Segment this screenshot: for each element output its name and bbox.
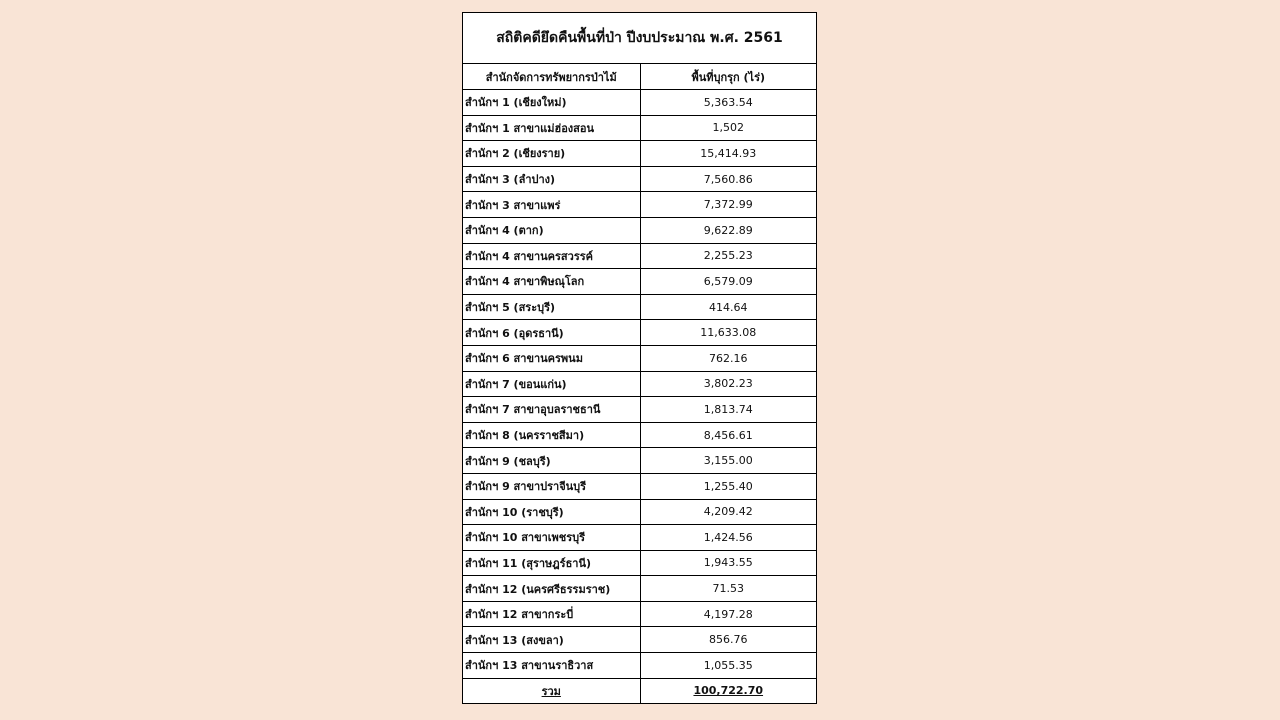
area-cell: 3,155.00 <box>640 448 816 474</box>
office-cell: สำนักฯ 10 สาขาเพชรบุรี <box>463 525 640 551</box>
area-cell: 7,372.99 <box>640 192 816 218</box>
area-cell: 4,197.28 <box>640 601 816 627</box>
area-cell: 1,943.55 <box>640 550 816 576</box>
table-row <box>463 422 816 448</box>
office-cell: สำนักฯ 4 สาขาพิษณุโลก <box>463 269 640 295</box>
area-cell: 5,363.54 <box>640 90 816 116</box>
total-row <box>463 678 816 703</box>
area-cell: 1,424.56 <box>640 525 816 551</box>
area-cell: 414.64 <box>640 294 816 320</box>
office-cell: สำนักฯ 12 สาขากระบี่ <box>463 601 640 627</box>
table-row <box>463 601 816 627</box>
header-area: พื้นที่บุกรุก (ไร่) <box>640 64 816 90</box>
header-office: สำนักจัดการทรัพยากรป่าไม้ <box>463 64 640 90</box>
office-cell: สำนักฯ 9 (ชลบุรี) <box>463 448 640 474</box>
total-value: 100,722.70 <box>693 684 764 698</box>
table-row <box>463 243 816 269</box>
area-cell: 1,055.35 <box>640 653 816 679</box>
office-cell: สำนักฯ 13 สาขานราธิวาส <box>463 653 640 679</box>
sheet-title: สถิติคดียึดคืนพื้นที่ป่า ปีงบประมาณ พ.ศ. 2561 <box>463 13 816 64</box>
area-cell: 4,209.42 <box>640 499 816 525</box>
table-row <box>463 448 816 474</box>
table-row <box>463 90 816 116</box>
office-cell: สำนักฯ 13 (สงขลา) <box>463 627 640 653</box>
table-row <box>463 217 816 243</box>
area-cell: 1,813.74 <box>640 397 816 423</box>
area-cell: 2,255.23 <box>640 243 816 269</box>
area-cell: 856.76 <box>640 627 816 653</box>
table-row <box>463 294 816 320</box>
area-cell: 15,414.93 <box>640 141 816 167</box>
forest-reclaim-table <box>463 64 816 703</box>
table-row <box>463 397 816 423</box>
office-cell: สำนักฯ 3 (ลำปาง) <box>463 166 640 192</box>
office-cell: สำนักฯ 4 สาขานครสวรรค์ <box>463 243 640 269</box>
table-row <box>463 576 816 602</box>
office-cell: สำนักฯ 7 (ขอนแก่น) <box>463 371 640 397</box>
table-row <box>463 320 816 346</box>
office-cell: สำนักฯ 7 สาขาอุบลราชธานี <box>463 397 640 423</box>
table-row <box>463 627 816 653</box>
area-cell: 8,456.61 <box>640 422 816 448</box>
office-cell: สำนักฯ 2 (เชียงราย) <box>463 141 640 167</box>
office-cell: สำนักฯ 4 (ตาก) <box>463 217 640 243</box>
area-cell: 11,633.08 <box>640 320 816 346</box>
office-cell: สำนักฯ 11 (สุราษฎร์ธานี) <box>463 550 640 576</box>
office-cell: สำนักฯ 3 สาขาแพร่ <box>463 192 640 218</box>
table-row <box>463 192 816 218</box>
table-row <box>463 141 816 167</box>
table-row <box>463 473 816 499</box>
table-row <box>463 166 816 192</box>
table-row <box>463 525 816 551</box>
table-row <box>463 499 816 525</box>
table-body <box>463 90 816 704</box>
office-cell: สำนักฯ 9 สาขาปราจีนบุรี <box>463 473 640 499</box>
header-row <box>463 64 816 90</box>
office-cell: สำนักฯ 6 (อุดรธานี) <box>463 320 640 346</box>
area-cell: 1,255.40 <box>640 473 816 499</box>
office-cell: สำนักฯ 5 (สระบุรี) <box>463 294 640 320</box>
table-row <box>463 269 816 295</box>
area-cell: 3,802.23 <box>640 371 816 397</box>
table-row <box>463 371 816 397</box>
total-label: รวม <box>463 678 640 703</box>
area-cell: 762.16 <box>640 345 816 371</box>
area-cell: 9,622.89 <box>640 217 816 243</box>
area-cell: 7,560.86 <box>640 166 816 192</box>
office-cell: สำนักฯ 10 (ราชบุรี) <box>463 499 640 525</box>
table-row <box>463 653 816 679</box>
table-row <box>463 115 816 141</box>
office-cell: สำนักฯ 6 สาขานครพนม <box>463 345 640 371</box>
table-row <box>463 345 816 371</box>
office-cell: สำนักฯ 12 (นครศรีธรรมราช) <box>463 576 640 602</box>
area-cell: 71.53 <box>640 576 816 602</box>
statistics-sheet <box>462 12 817 704</box>
table-row <box>463 550 816 576</box>
area-cell: 1,502 <box>640 115 816 141</box>
office-cell: สำนักฯ 1 (เชียงใหม่) <box>463 90 640 116</box>
area-cell: 6,579.09 <box>640 269 816 295</box>
office-cell: สำนักฯ 1 สาขาแม่ฮ่องสอน <box>463 115 640 141</box>
office-cell: สำนักฯ 8 (นครราชสีมา) <box>463 422 640 448</box>
